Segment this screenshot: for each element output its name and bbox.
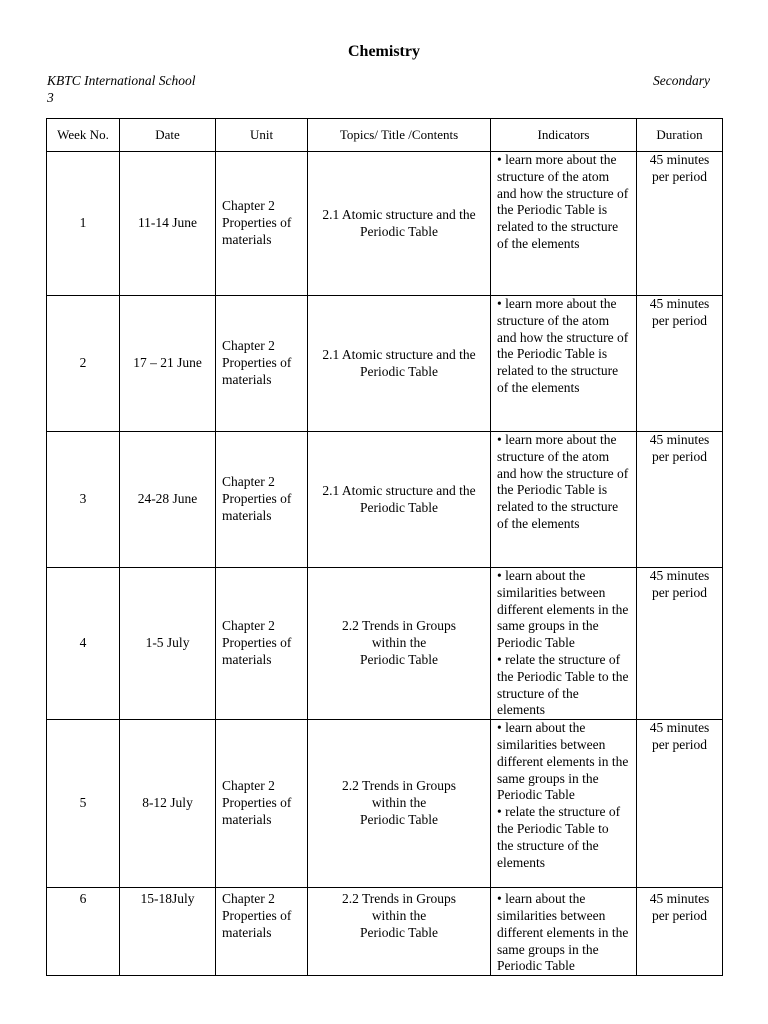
header-unit: Unit: [216, 119, 308, 152]
date-cell: 15-18July: [120, 888, 216, 976]
indicator-item: • relate the structure of the Periodic Table to: [497, 804, 621, 836]
table-row: [47, 568, 723, 720]
topic-cell: 2.1 Atomic structure and the Periodic Table: [308, 152, 491, 296]
header-duration: Duration: [637, 119, 723, 152]
unit-cell: Chapter 2 Properties of materials: [216, 152, 308, 296]
indicators-cell: [491, 720, 637, 888]
topic-cell: 2.2 Trends in Groups within the Periodic Table: [308, 720, 491, 888]
duration-cell: 45 minutes per period: [637, 568, 723, 720]
week-cell: 4: [47, 568, 120, 720]
unit-cell: Chapter 2 Properties of materials: [216, 296, 308, 432]
header-week: Week No.: [47, 119, 120, 152]
indicators-cell: [491, 296, 637, 432]
duration-cell: 45 minutes per period: [637, 888, 723, 976]
week-cell: 5: [47, 720, 120, 888]
week-cell: 3: [47, 432, 120, 568]
table-row: [47, 152, 723, 296]
week-cell: 1: [47, 152, 120, 296]
indicator-item: • learn more about the structure of the atom and how the structure of the Periodic Table is related to the structure of the elements: [497, 296, 629, 395]
indicator-item: • learn about the similarities between different elements in the same groups in the Periodic Table: [497, 568, 629, 651]
indicator-item: • relate the structure of the Periodic Table to the structure of the elements: [497, 651, 629, 718]
week-cell: 2: [47, 296, 120, 432]
indicators-cell: [491, 888, 637, 976]
date-cell: 8-12 July: [120, 720, 216, 888]
level-label: Secondary: [653, 73, 710, 88]
duration-cell: 45 minutes per period: [637, 432, 723, 568]
table-row: [47, 296, 723, 432]
document-title: Chemistry: [348, 43, 420, 60]
date-cell: 17 – 21 June: [120, 296, 216, 432]
indicator-item: • learn about the similarities between different elements in the same groups in the Periodic Table: [497, 720, 629, 803]
duration-cell: 45 minutes per period: [637, 720, 723, 888]
unit-cell: Chapter 2 Properties of materials: [216, 720, 308, 888]
header-indicators: Indicators: [491, 119, 637, 152]
header-topics: Topics/ Title /Contents: [308, 119, 491, 152]
unit-cell: Chapter 2 Properties of materials: [216, 888, 308, 976]
date-cell: 1-5 July: [120, 568, 216, 720]
topic-cell: 2.2 Trends in Groups within the Periodic Table: [308, 888, 491, 976]
indicator-item: the structure of the elements: [497, 837, 599, 870]
unit-cell: Chapter 2 Properties of materials: [216, 432, 308, 568]
table-header-row: [47, 119, 723, 152]
indicators-cell: [491, 432, 637, 568]
topic-cell: 2.2 Trends in Groups within the Periodic Table: [308, 568, 491, 720]
date-cell: 24-28 June: [120, 432, 216, 568]
indicator-item: • learn more about the structure of the atom and how the structure of the Periodic Table is related to the structure of the elements: [497, 432, 629, 531]
duration-cell: 45 minutes per period: [637, 152, 723, 296]
header-date: Date: [120, 119, 216, 152]
week-cell: 6: [47, 888, 120, 976]
date-cell: 11-14 June: [120, 152, 216, 296]
indicators-cell: [491, 568, 637, 720]
table-row: [47, 432, 723, 568]
school-name-line2: 3: [47, 89, 54, 105]
topic-cell: 2.1 Atomic structure and the Periodic Table: [308, 296, 491, 432]
indicator-item: • learn about the similarities between different elements in the same groups in the Periodic Table: [497, 891, 629, 974]
duration-cell: 45 minutes per period: [637, 296, 723, 432]
school-name: [47, 73, 196, 106]
table-row: [47, 888, 723, 976]
indicators-cell: [491, 152, 637, 296]
school-name-line1: KBTC International School: [47, 73, 196, 88]
topic-cell: 2.1 Atomic structure and the Periodic Table: [308, 432, 491, 568]
table-row: [47, 720, 723, 888]
scheme-of-work-table: [46, 118, 723, 976]
unit-cell: Chapter 2 Properties of materials: [216, 568, 308, 720]
indicator-item: • learn more about the structure of the atom and how the structure of the Periodic Table is related to the structure of the elements: [497, 152, 629, 251]
